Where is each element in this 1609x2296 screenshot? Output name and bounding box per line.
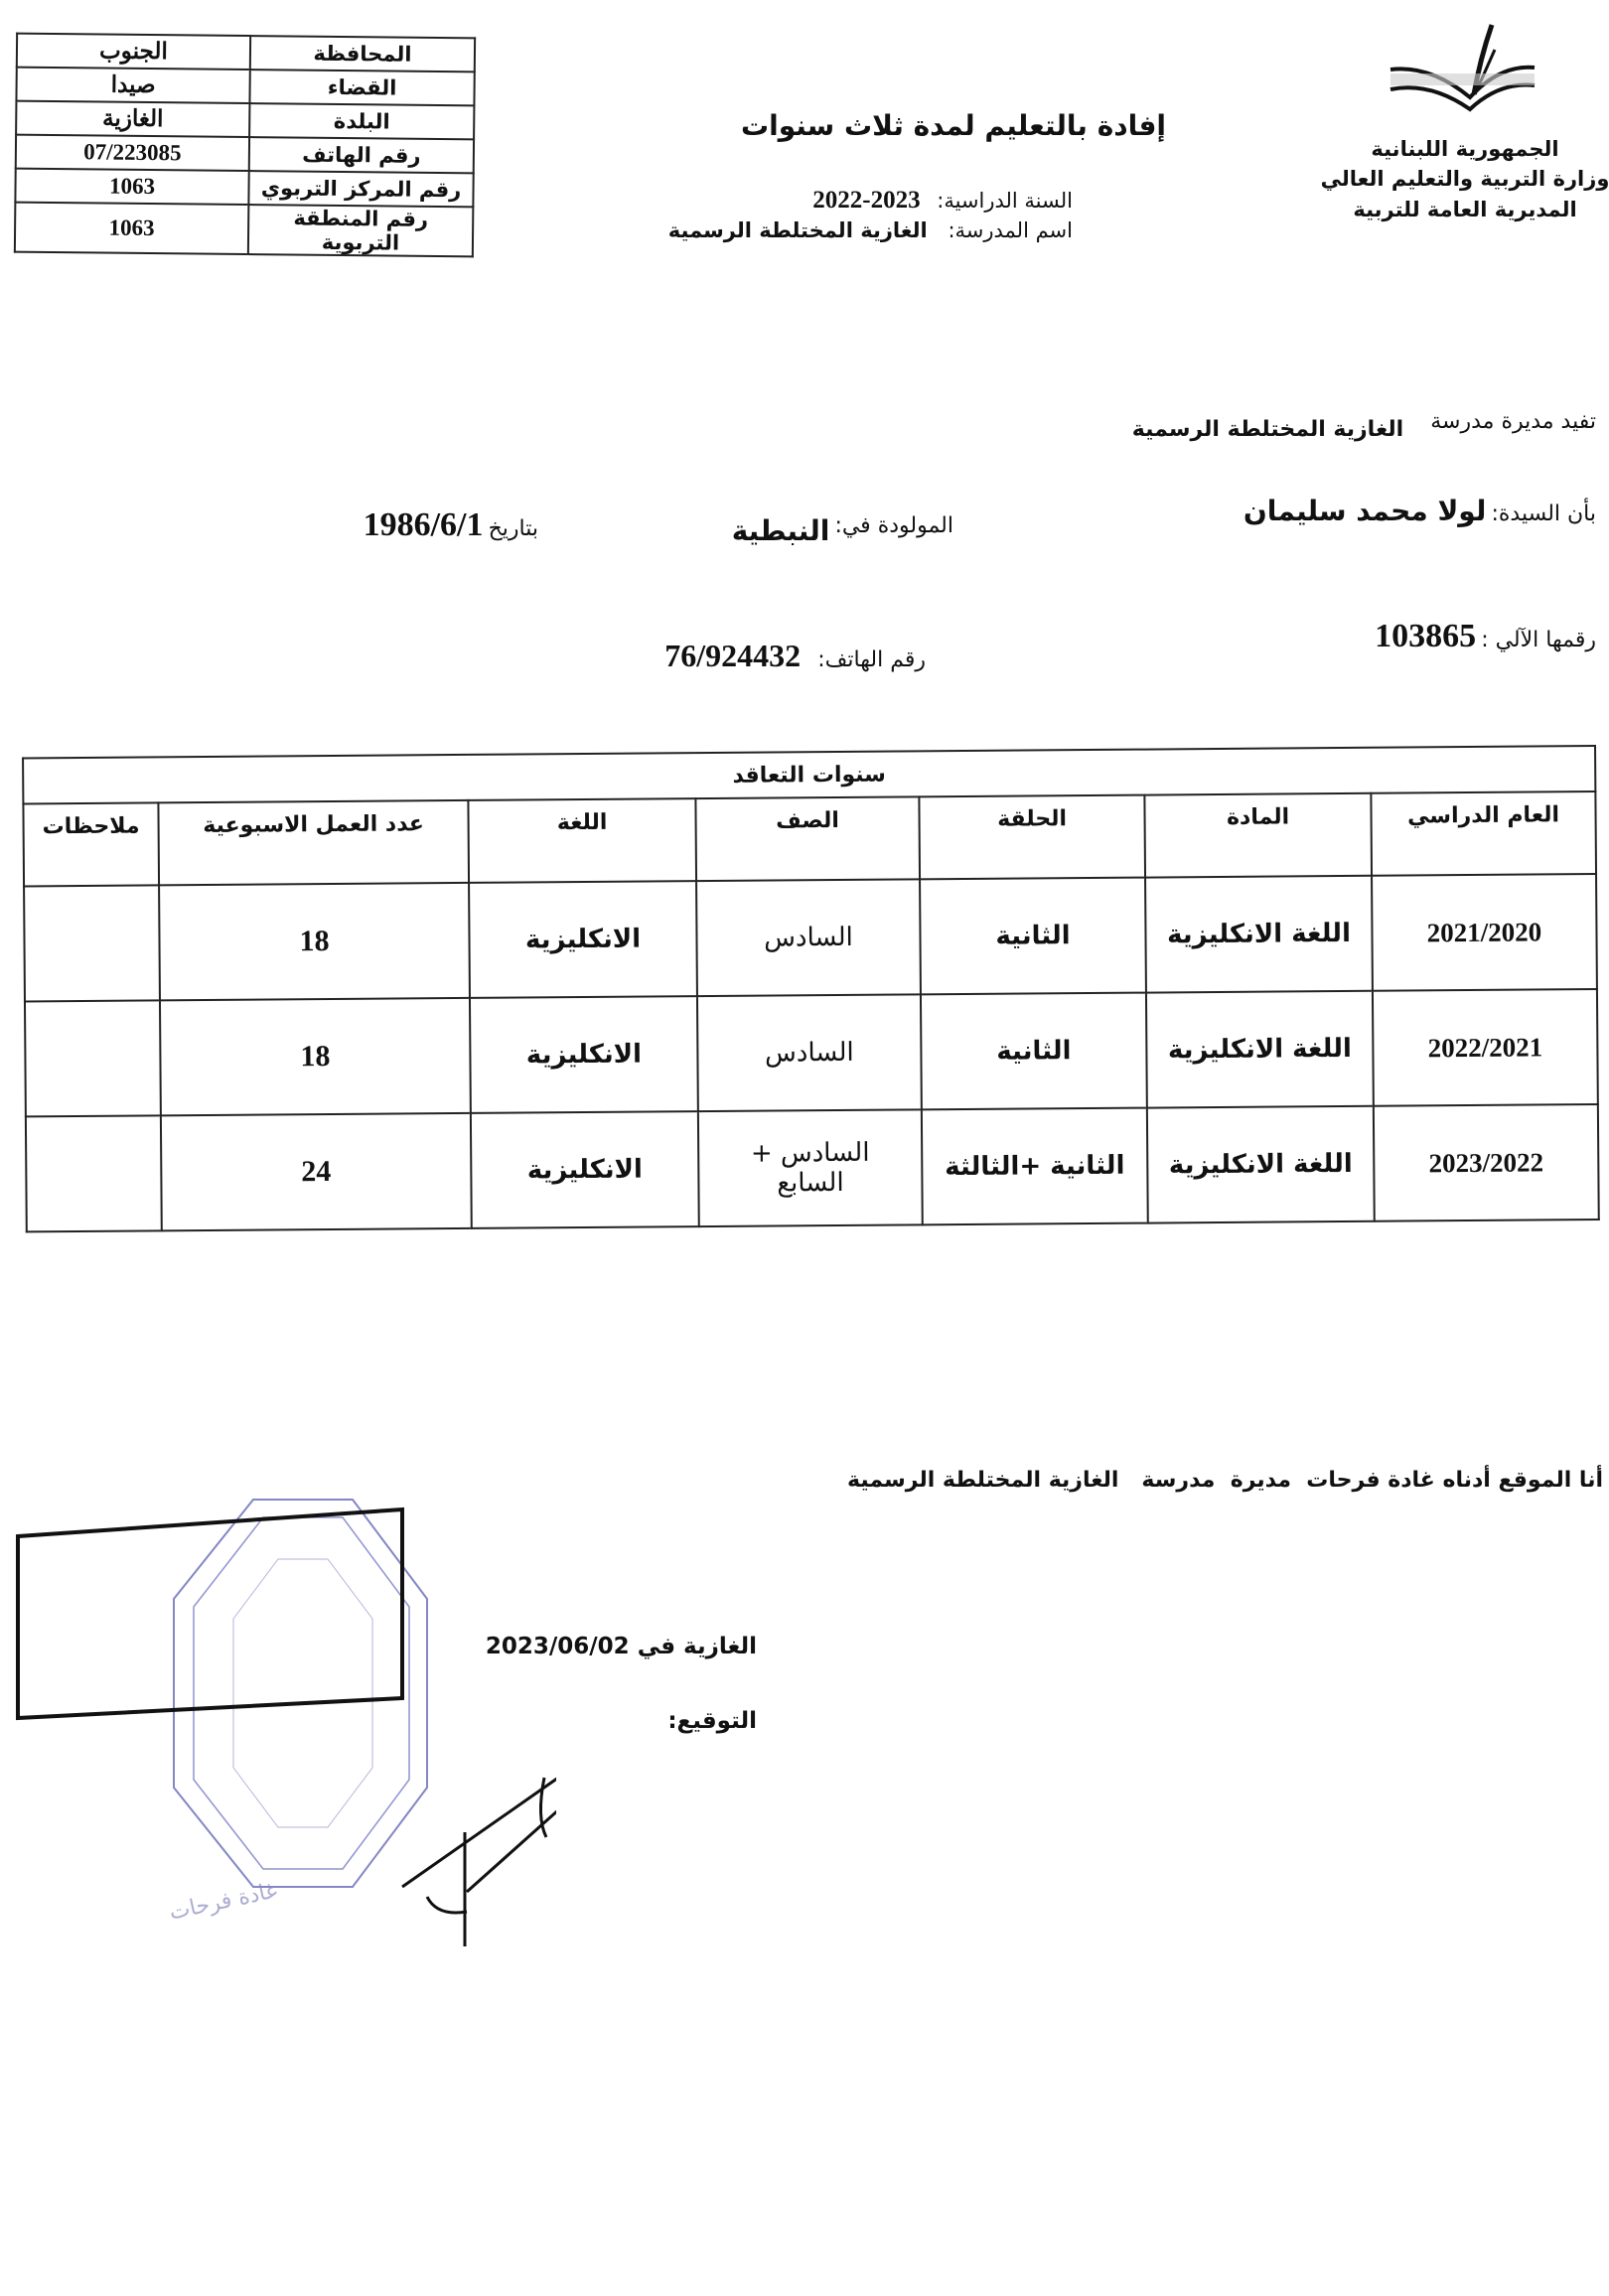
info-row (16, 68, 474, 106)
year-cell: 2023/2022 (1374, 1104, 1599, 1221)
info-label: رقم المنطقة التربوية (248, 205, 474, 256)
language-cell: الانكليزية (471, 1111, 699, 1228)
school-name-label: اسم المدرسة: (948, 218, 1073, 242)
subject-cell: اللغة الانكليزية (1146, 991, 1374, 1108)
school-year-label: السنة الدراسية: (937, 189, 1073, 213)
phone-value: 76/924432 (664, 638, 802, 673)
place-date: الغازية في 2023/06/02 (485, 1634, 757, 1659)
ministry-logo-icon (1381, 20, 1539, 119)
intro-school: الغازية المختلطة الرسمية (1131, 417, 1404, 442)
info-label: البلدة (249, 103, 474, 139)
hours-cell: 18 (160, 998, 471, 1115)
school-year (812, 187, 1073, 215)
contract-years-table (22, 745, 1600, 1232)
subject-cell: اللغة الانكليزية (1147, 1106, 1375, 1223)
phone-label: رقم الهاتف: (817, 647, 926, 672)
header-republic: الجمهورية اللبنانية (1371, 137, 1559, 161)
info-value: الغازية (16, 101, 249, 137)
school-name (668, 218, 1073, 242)
info-value: صيدا (16, 68, 249, 103)
info-row (16, 135, 474, 174)
table-row (25, 989, 1598, 1116)
col-header: ملاحظات (23, 802, 159, 886)
cycle-cell: الثانية +الثالثة (922, 1108, 1148, 1225)
stamp-text: غادة فرحات (167, 1878, 280, 1926)
info-row (15, 169, 473, 208)
signer-statement: أنا الموقع أدناه غادة فرحات مديرة مدرسة الغازية المختلطة الرسمية (847, 1468, 1603, 1493)
signature-label: التوقيع: (667, 1708, 757, 1734)
name-line (1243, 495, 1596, 527)
subject-cell: اللغة الانكليزية (1145, 876, 1373, 993)
table-row (24, 874, 1597, 1001)
blank-box (18, 1509, 402, 1718)
hours-cell: 24 (161, 1113, 472, 1230)
col-header: اللغة (468, 798, 696, 883)
info-row (17, 34, 475, 72)
name-label: بأن السيدة: (1491, 502, 1596, 526)
header-ministry: وزارة التربية والتعليم العالي (1320, 167, 1609, 192)
col-header: عدد العمل الاسبوعية (158, 800, 469, 885)
info-value: الجنوب (17, 34, 250, 70)
birthplace (731, 506, 953, 547)
birthdate-label: بتاريخ (488, 516, 538, 541)
col-header: الصف (695, 796, 920, 881)
table-row (26, 1104, 1599, 1231)
hours-cell: 18 (159, 883, 470, 1000)
header-directorate: المديرية العامة للتربية (1353, 197, 1577, 221)
grade-cell: السادس (696, 879, 921, 996)
info-value: 1063 (15, 203, 249, 254)
col-header: المادة (1144, 793, 1372, 878)
info-label: رقم المركز التربوي (248, 171, 473, 207)
col-header: الحلقة (919, 795, 1145, 880)
id-value: 103865 (1375, 618, 1477, 654)
intro-label: تفيد مديرة مدرسة (1430, 409, 1596, 434)
language-cell: الانكليزية (470, 996, 698, 1113)
table-header-row (23, 791, 1596, 886)
grade-cell: السادس (697, 994, 922, 1111)
year-cell: 2022/2021 (1373, 989, 1598, 1106)
ministry-header (1311, 134, 1609, 224)
info-row (15, 203, 473, 257)
col-header: العام الدراسي (1371, 791, 1596, 876)
birthplace-value: النبطية (731, 514, 830, 547)
stamp-and-signature (0, 1480, 556, 1946)
notes-cell (24, 885, 160, 1001)
id-line (1375, 618, 1596, 655)
info-label: رقم الهاتف (249, 137, 474, 173)
table-caption: سنوات التعاقد (23, 746, 1595, 803)
cycle-cell: الثانية (921, 993, 1147, 1110)
phone-line (664, 638, 926, 674)
school-info-table (14, 33, 476, 258)
info-value: 1063 (15, 169, 248, 205)
stamp-icon (174, 1500, 427, 1887)
info-row (16, 101, 474, 140)
document-title: إفادة بالتعليم لمدة ثلاث سنوات (740, 109, 1167, 142)
language-cell: الانكليزية (469, 881, 697, 998)
notes-cell (26, 1115, 162, 1231)
signature-icon (402, 1747, 556, 1946)
teacher-name: لولا محمد سليمان (1243, 495, 1487, 527)
year-cell: 2021/2020 (1372, 874, 1597, 991)
birthplace-label: المولودة في: (834, 513, 953, 538)
info-label: القضاء (249, 70, 474, 105)
notes-cell (25, 1000, 161, 1116)
birthdate-value: 1986/6/1 (363, 506, 484, 543)
intro-line (1131, 409, 1596, 442)
info-value: 07/223085 (16, 135, 249, 171)
id-label: رقمها الآلي : (1481, 628, 1596, 652)
school-year-value: 2023-2022 (812, 187, 921, 214)
school-name-value: الغازية المختلطة الرسمية (667, 218, 928, 242)
grade-cell: السادس + السابع (698, 1109, 923, 1226)
birthdate (364, 506, 538, 544)
cycle-cell: الثانية (920, 878, 1146, 995)
info-label: المحافظة (250, 36, 475, 72)
